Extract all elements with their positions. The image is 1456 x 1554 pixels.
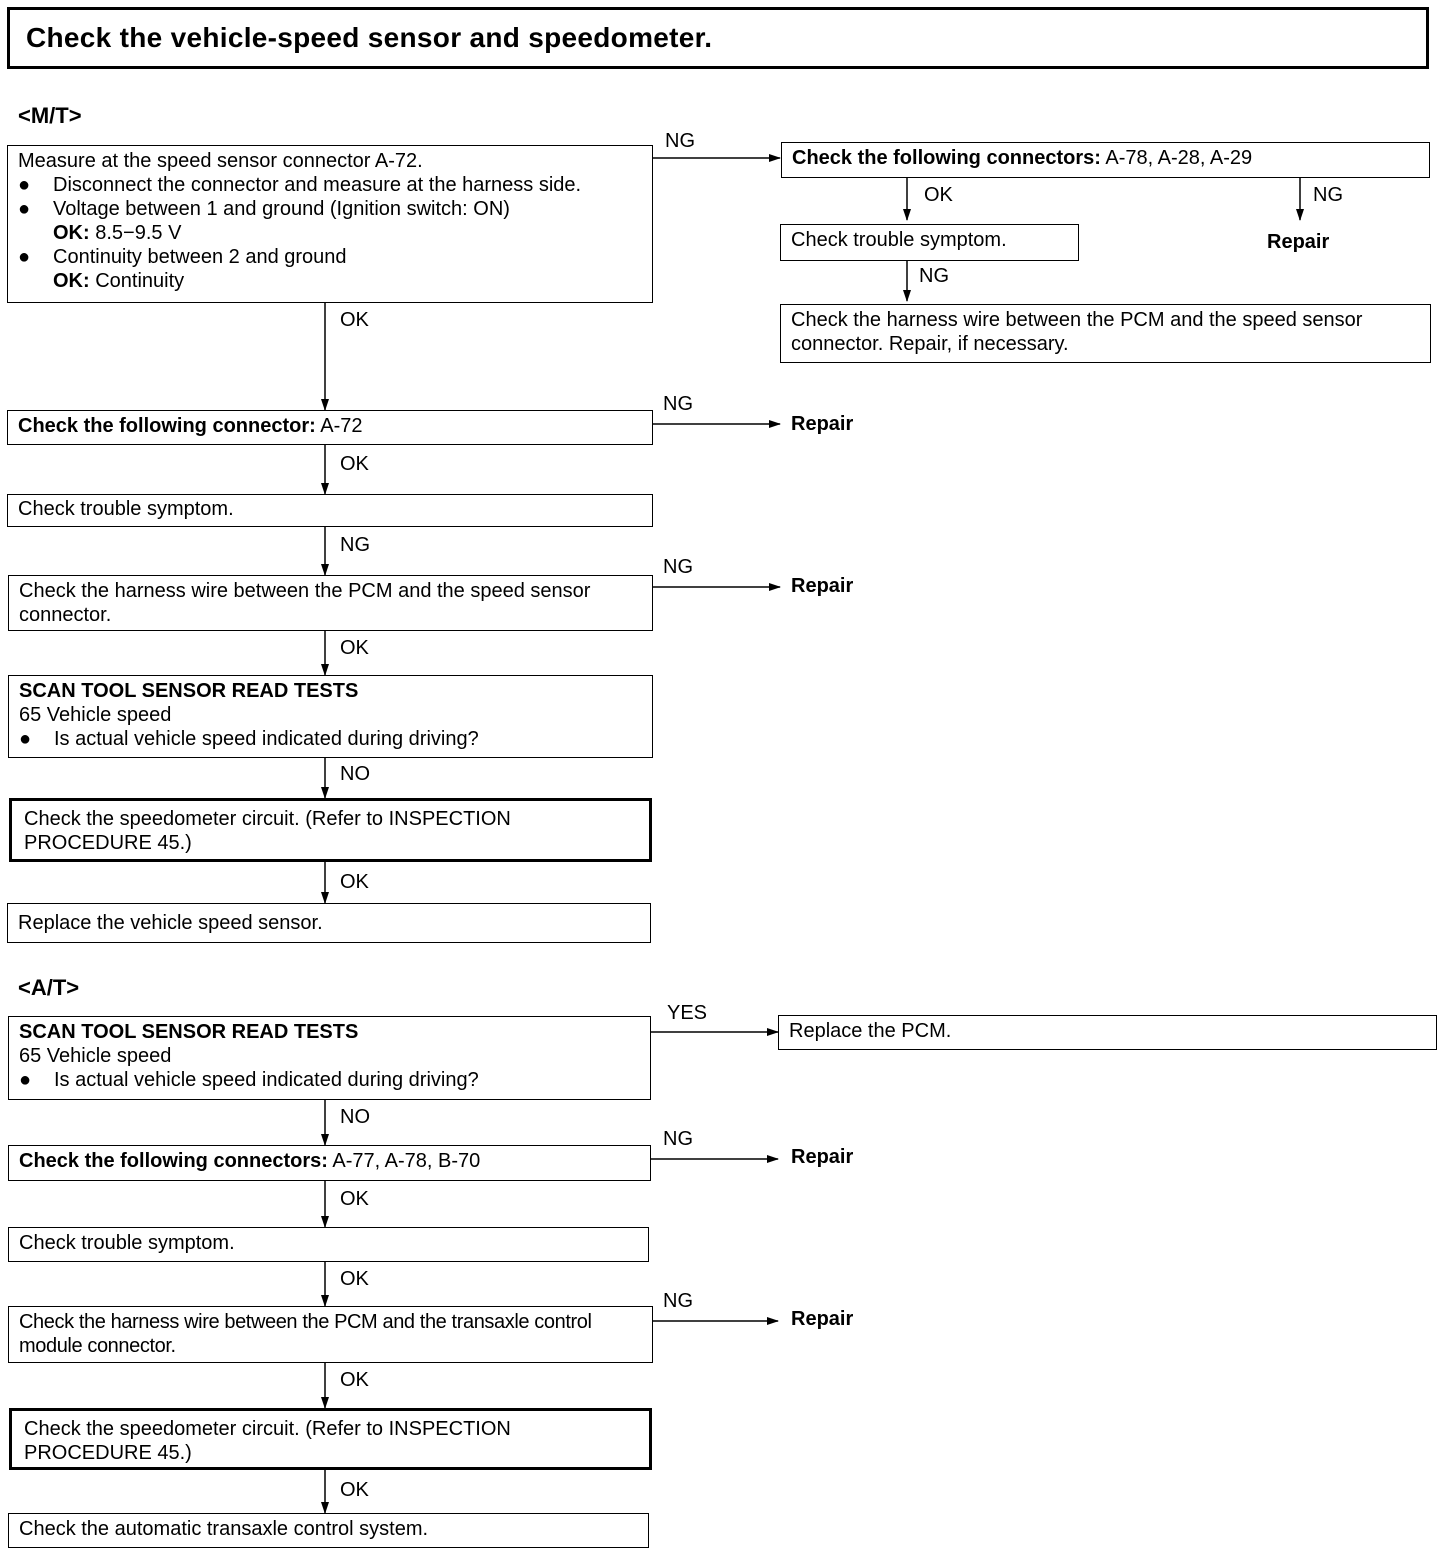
mt-step6-box: Check the speedometer circuit. (Refer to INSPECTION PROCEDURE 45.) (9, 798, 652, 862)
at-section-label: <A/T> (18, 975, 80, 1000)
at-label-ng4: NG (663, 1290, 693, 1312)
mt-label-ng3: NG (340, 534, 370, 556)
mt-step1-bullet2: Voltage between 1 and ground (Ignition switch: ON) (53, 198, 510, 220)
at-label-ok4: OK (340, 1369, 369, 1391)
bullet-icon: ● (19, 728, 32, 750)
at-label-ok3: OK (340, 1268, 369, 1290)
mt-step1-box (7, 145, 653, 303)
at-label-ok5: OK (340, 1479, 369, 1501)
mt-step2-label: Check the following connector: (18, 415, 316, 437)
at-label-ok2: OK (340, 1188, 369, 1210)
mt-label-branch-ng: NG (1313, 184, 1343, 206)
mt-label-ng1: NG (665, 130, 695, 152)
mt-step4-repair: Repair (791, 575, 854, 597)
at-step2-label: Check the following connectors: (19, 1150, 328, 1172)
at-step6-box: Check the automatic transaxle control system. (8, 1513, 649, 1548)
at-step2-box (8, 1145, 651, 1181)
at-step2-repair: Repair (791, 1146, 854, 1168)
mt-label-ok2: OK (340, 453, 369, 475)
mt-step5-box (8, 675, 653, 758)
mt-step2-box (7, 410, 653, 445)
bullet-icon: ● (19, 1069, 32, 1091)
at-label-yes1: YES (667, 1002, 708, 1024)
mt-step3-box: Check trouble symptom. (7, 494, 653, 527)
mt-branch-connectors-box (781, 142, 1430, 178)
mt-step2-repair: Repair (791, 413, 854, 435)
mt-step1-ok2-label: OK: (53, 270, 90, 292)
at-step4-repair: Repair (791, 1308, 854, 1330)
mt-section-label: <M/T> (18, 103, 82, 128)
mt-label-branch-ok: OK (924, 184, 953, 206)
mt-label-ok1: OK (340, 309, 369, 331)
bullet-icon: ● (18, 198, 31, 220)
at-step1-yes-box: Replace the PCM. (778, 1015, 1437, 1050)
page-title: Check the vehicle-speed sensor and speedometer. (7, 7, 1429, 69)
mt-step1-ok2-value: Continuity (95, 270, 185, 292)
mt-step2-value: A-72 (320, 415, 363, 437)
at-step1-line2: 65 Vehicle speed (19, 1045, 172, 1067)
mt-step4-box: Check the harness wire between the PCM and the speed sensor connector. (8, 575, 653, 631)
mt-branch-trouble-box: Check trouble symptom. (780, 224, 1079, 261)
mt-step7-box: Replace the vehicle speed sensor. (7, 903, 651, 943)
mt-step1-line1: Measure at the speed sensor connector A-72. (18, 150, 423, 172)
mt-label-branch-ng2: NG (919, 265, 949, 287)
mt-step1-bullet1: Disconnect the connector and measure at the harness side. (53, 174, 582, 196)
at-step3-box: Check trouble symptom. (8, 1227, 649, 1262)
at-step4-box: Check the harness wire between the PCM and the transaxle control module connector. (8, 1306, 653, 1363)
mt-branch-connectors-value: A-78, A-28, A-29 (1105, 147, 1253, 169)
at-step5-box: Check the speedometer circuit. (Refer to INSPECTION PROCEDURE 45.) (9, 1408, 652, 1470)
mt-step1-ok1-value: 8.5−9.5 V (95, 222, 182, 244)
mt-label-ok4: OK (340, 637, 369, 659)
mt-label-ng2: NG (663, 393, 693, 415)
mt-label-ng4: NG (663, 556, 693, 578)
mt-branch-connectors-label: Check the following connectors: (792, 147, 1101, 169)
at-step1-bullet: Is actual vehicle speed indicated during driving? (54, 1069, 479, 1091)
mt-branch-harness-box: Check the harness wire between the PCM and the speed sensor connector. Repair, if necessary. (780, 304, 1431, 363)
mt-branch-repair: Repair (1267, 231, 1330, 253)
bullet-icon: ● (18, 246, 31, 268)
mt-step5-heading: SCAN TOOL SENSOR READ TESTS (19, 680, 359, 702)
mt-step5-line2: 65 Vehicle speed (19, 704, 172, 726)
at-label-no1: NO (340, 1106, 370, 1128)
bullet-icon: ● (18, 174, 31, 196)
mt-step1-bullet3: Continuity between 2 and ground (53, 246, 347, 268)
mt-label-no5: NO (340, 763, 370, 785)
at-step2-value: A-77, A-78, B-70 (332, 1150, 481, 1172)
at-step1-box (8, 1016, 651, 1100)
mt-step5-bullet: Is actual vehicle speed indicated during driving? (54, 728, 479, 750)
at-label-ng2: NG (663, 1128, 693, 1150)
mt-label-ok6: OK (340, 871, 369, 893)
at-step1-heading: SCAN TOOL SENSOR READ TESTS (19, 1021, 359, 1043)
mt-step1-ok1-label: OK: (53, 222, 90, 244)
